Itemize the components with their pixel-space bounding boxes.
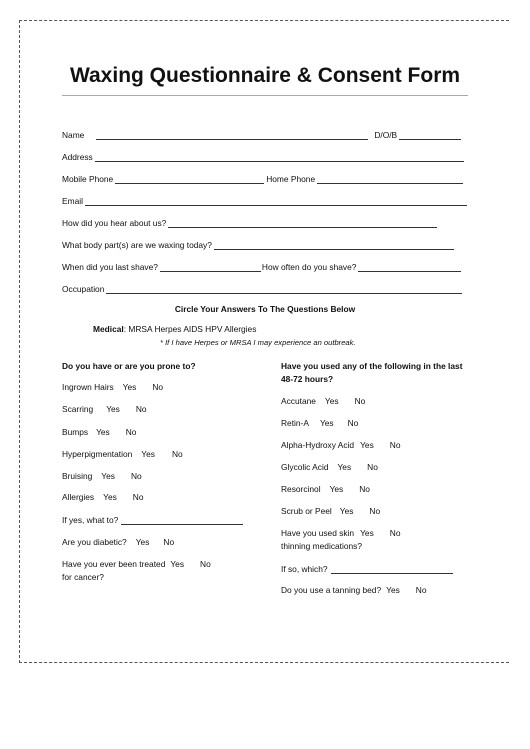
left-item [62, 492, 144, 502]
right-item [281, 396, 365, 406]
no-option[interactable]: No [367, 462, 378, 472]
item-label: Scarring [62, 404, 94, 414]
thinning-label: Have you used skin [281, 528, 355, 538]
left-item [62, 449, 183, 459]
yes-option[interactable]: Yes [324, 396, 339, 406]
item-label: Alpha-Hydroxy Acid [281, 440, 355, 450]
tanning-label: Do you use a tanning bed? [281, 585, 382, 595]
if-so-field[interactable] [331, 564, 453, 574]
yes-option[interactable]: Yes [360, 528, 374, 538]
title-divider [62, 95, 468, 96]
yes-option[interactable]: Yes [170, 559, 185, 569]
last-shave-field[interactable] [160, 262, 261, 272]
no-option[interactable]: No [130, 471, 142, 481]
if-yes-row [62, 511, 243, 525]
item-label: Accutane [281, 396, 316, 406]
left-item [62, 471, 142, 481]
phone-row [62, 170, 463, 184]
item-label: Ingrown Hairs [62, 382, 114, 392]
body-parts-row [62, 236, 454, 250]
shave-often-label: How often do you shave? [261, 262, 357, 272]
occupation-field[interactable] [106, 284, 462, 294]
home-phone-field[interactable] [317, 174, 463, 184]
no-option[interactable]: No [389, 440, 401, 450]
no-option[interactable]: No [359, 484, 370, 494]
medical-items[interactable]: MRSA Herpes AIDS HPV Allergies [128, 324, 257, 334]
hear-about-row [62, 214, 437, 228]
name-label: Name [62, 130, 85, 140]
occupation-row [62, 280, 462, 294]
item-label: Glycolic Acid [281, 462, 329, 472]
yes-option[interactable]: Yes [141, 449, 155, 459]
yes-option[interactable]: Yes [337, 462, 352, 472]
no-option[interactable]: No [369, 506, 381, 516]
email-row [62, 192, 467, 206]
right-item [281, 462, 378, 472]
hear-about-field[interactable] [168, 218, 437, 228]
right-item [281, 506, 380, 516]
body-parts-field[interactable] [214, 240, 454, 250]
yes-option[interactable]: Yes [96, 427, 110, 437]
hear-about-label: How did you hear about us? [62, 218, 167, 228]
no-option[interactable]: No [125, 427, 137, 437]
right-item [281, 440, 400, 450]
left-heading: Do you have or are you prone to? [62, 361, 196, 371]
name-row [62, 126, 461, 140]
shave-row [62, 258, 461, 272]
yes-option[interactable]: Yes [135, 537, 150, 547]
shave-often-field[interactable] [358, 262, 461, 272]
cancer-label-line2: for cancer? [62, 572, 104, 582]
right-item [281, 484, 370, 494]
cancer-label: Have you ever been treated [62, 559, 166, 569]
item-label: Retin-A [281, 418, 309, 428]
medical-row: Medical: MRSA Herpes AIDS HPV Allergies [93, 324, 257, 334]
mobile-phone-field[interactable] [115, 174, 264, 184]
medical-label: Medical [93, 324, 124, 334]
email-field[interactable] [85, 196, 467, 206]
name-field[interactable] [96, 130, 368, 140]
no-option[interactable]: No [347, 418, 359, 428]
no-option[interactable]: No [163, 537, 175, 547]
right-item [281, 418, 358, 428]
no-option[interactable]: No [415, 585, 427, 595]
yes-option[interactable]: Yes [122, 382, 137, 392]
item-label: Hyperpigmentation [62, 449, 133, 459]
left-item [62, 404, 147, 414]
left-item [62, 382, 163, 392]
diabetic-row [62, 537, 174, 547]
thinning-label-line2: thinning medications? [281, 541, 363, 551]
if-so-row [281, 560, 453, 574]
if-yes-label: If yes, what to? [62, 515, 119, 525]
if-yes-field[interactable] [121, 515, 243, 525]
dob-field[interactable] [399, 130, 461, 140]
yes-option[interactable]: Yes [101, 471, 115, 481]
yes-option[interactable]: Yes [386, 585, 400, 595]
yes-option[interactable]: Yes [103, 492, 117, 502]
no-option[interactable]: No [389, 528, 401, 538]
body-parts-label: What body part(s) are we waxing today? [62, 240, 212, 250]
mobile-phone-label: Mobile Phone [62, 174, 114, 184]
medical-note: * If I have Herpes or MRSA I may experience an outbreak. [160, 338, 356, 347]
address-label: Address [62, 152, 93, 162]
instructions: Circle Your Answers To The Questions Below [174, 304, 356, 314]
dob-label: D/O/B [374, 130, 398, 140]
if-so-label: If so, which? [281, 564, 328, 574]
item-label: Bumps [62, 427, 89, 437]
yes-option[interactable]: Yes [329, 484, 344, 494]
item-label: Resorcinol [281, 484, 321, 494]
no-option[interactable]: No [354, 396, 366, 406]
cancer-row [62, 559, 211, 569]
right-heading: Have you used any of the following in the last [281, 361, 463, 371]
right-heading-line2: 48-72 hours? [281, 374, 334, 384]
email-label: Email [62, 196, 83, 206]
diabetic-label: Are you diabetic? [62, 537, 127, 547]
no-option[interactable]: No [132, 492, 144, 502]
address-field[interactable] [95, 152, 464, 162]
no-option[interactable]: No [135, 404, 147, 414]
home-phone-label: Home Phone [266, 174, 316, 184]
yes-option[interactable]: Yes [360, 440, 374, 450]
occupation-label: Occupation [62, 284, 105, 294]
item-label: Allergies [62, 492, 95, 502]
item-label: Scrub or Peel [281, 506, 332, 516]
yes-option[interactable]: Yes [106, 404, 120, 414]
yes-option[interactable]: Yes [319, 418, 334, 428]
last-shave-label: When did you last shave? [62, 262, 158, 272]
left-item [62, 427, 136, 437]
thinning-row [281, 528, 400, 538]
tanning-row [281, 585, 427, 595]
address-row [62, 148, 464, 162]
yes-option[interactable]: Yes [339, 506, 354, 516]
item-label: Bruising [62, 471, 93, 481]
no-option[interactable]: No [171, 449, 183, 459]
no-option[interactable]: No [200, 559, 211, 569]
no-option[interactable]: No [152, 382, 164, 392]
form-title: Waxing Questionnaire & Consent Form [69, 64, 461, 87]
